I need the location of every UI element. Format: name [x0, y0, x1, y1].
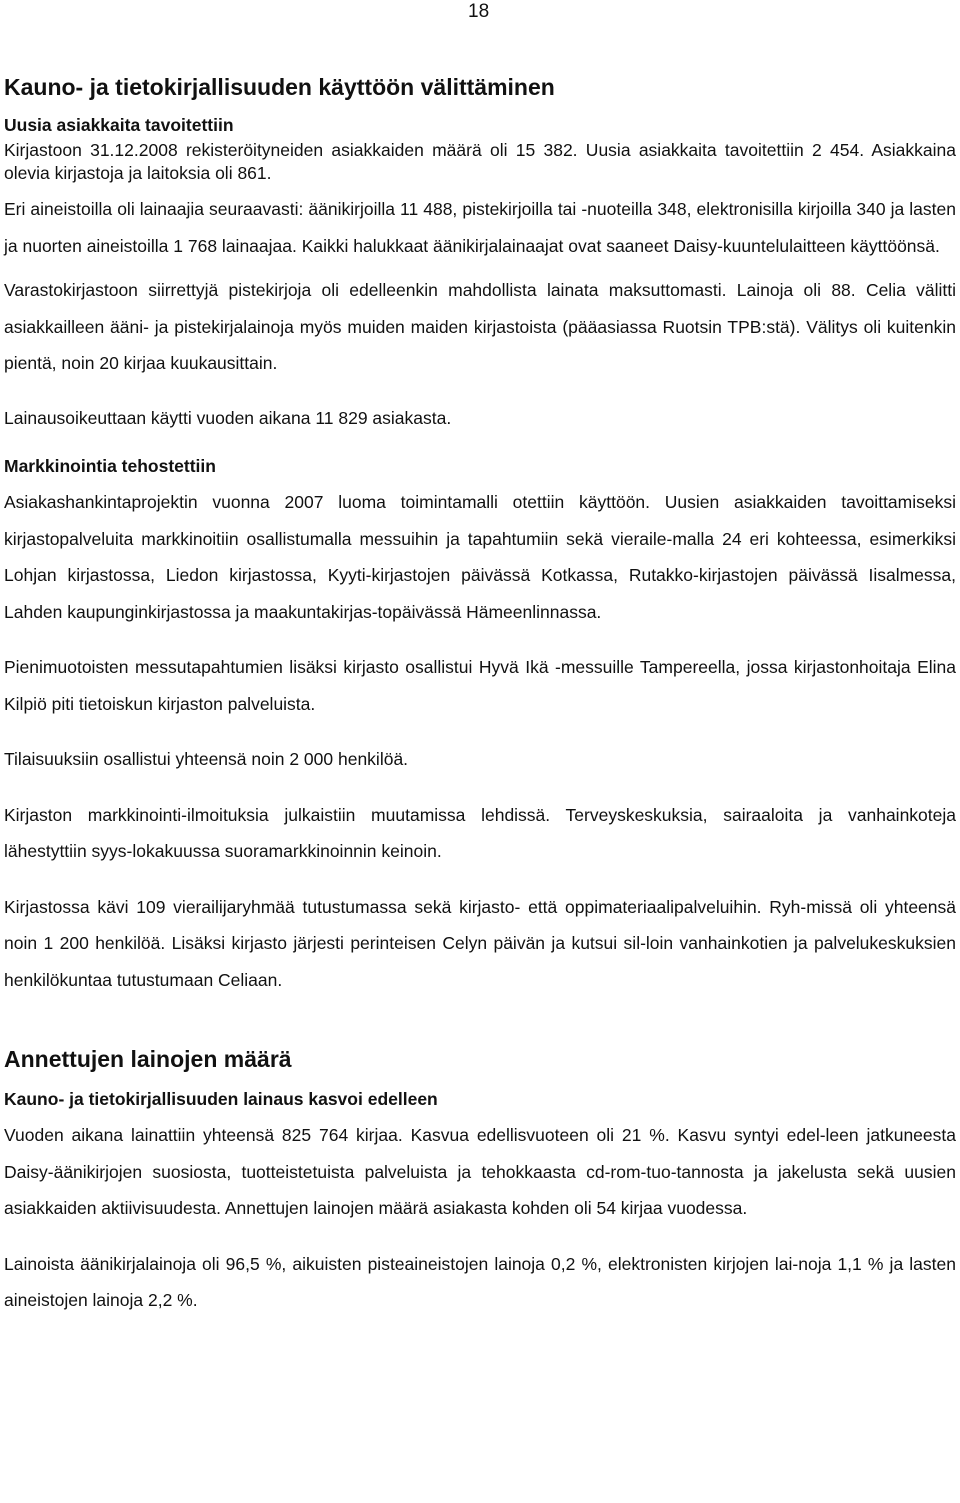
- document-body: [4, 70, 956, 1319]
- paragraph-loans: Vuoden aikana lainattiin yhteensä 825 764 kirjaa. Kasvua edellisvuoteen oli 21 %. Kasvu syntyi edel-leen jatkuneesta Daisy-äänikirjojen suosiosta, tuotteistetuista palveluista ja tehokkaasta cd-rom-tuo-tannosta ja jakelusta sekä uusien asiakkaiden aktiivisuudesta. Annettujen lainojen määrä asiakasta kohden oli 54 kirjaa vuodessa.: [4, 1125, 956, 1218]
- subheading-lending-growth: Kauno- ja tietokirjallisuuden lainaus kasvoi edelleen: [4, 1089, 438, 1109]
- section-title-loans: Annettujen lainojen määrä: [4, 1046, 292, 1072]
- section-title: Kauno- ja tietokirjallisuuden käyttöön välittäminen: [4, 74, 555, 100]
- subheading-marketing: Markkinointia tehostettiin: [4, 456, 216, 476]
- paragraph-loan-shares: Lainoista äänikirjalainoja oli 96,5 %, aikuisten pisteaineistojen lainoja 0,2 %, elektronisten kirjojen lai-noja 1,1 % ja lasten aineistojen lainoja 2,2 %.: [4, 1253, 956, 1310]
- paragraph-events: Tilaisuuksiin osallistui yhteensä noin 2 000 henkilöä.: [4, 749, 409, 769]
- paragraph-visits: Kirjastossa kävi 109 vierailijaryhmää tutustumassa sekä kirjasto- että oppimateriaalipalveluihin. Ryh-missä oli yhteensä noin 1 200 henkilöä. Lisäksi kirjasto järjesti perinteisen Celyn päivän ja kutsui sil-loin vanhainkotien ja palvelukeskuksien henkilökuntaa tutustumaan Celiaan.: [4, 896, 956, 990]
- paragraph-borrowers: Eri aineistoilla oli lainaajia seuraavasti: äänikirjoilla 11 488, pistekirjoilla tai -nuoteilla 348, elektronisilla kirjoilla 340 ja lasten ja nuorten aineistoilla 1 768 lainaajaa. Kaikki halukkaat äänikirjalainaajat ovat saaneet Daisy-kuuntelulaitteen käyttöönsä.: [4, 199, 956, 256]
- paragraph-ads: Kirjaston markkinointi-ilmoituksia julkaistiin muutamissa lehdissä. Terveyskeskuksia, sairaaloita ja vanhainkoteja lähestyttiin syys-lokakuussa suoramarkkinoinnin keinoin.: [4, 804, 956, 861]
- paragraph-marketing: Asiakashankintaprojektin vuonna 2007 luoma toimintamalli otettiin käyttöön. Uusien asiakkaiden tavoittamiseksi kirjastopalveluita markkinoitiin osallistumalla messuihin ja tapahtumiin sekä vieraile-malla 24 eri kohteessa, esimerkiksi Lohjan kirjastossa, Liedon kirjastossa, Kyyti-kirjastojen päivässä Kotkassa, Rutakko-kirjastojen päivässä Iisalmessa, Lahden kaupunginkirjastossa ja maakuntakirjas-topäivässä Hämeenlinnassa.: [4, 492, 956, 622]
- paragraph-lending-rights: Lainausoikeuttaan käytti vuoden aikana 11 829 asiakasta.: [4, 407, 452, 428]
- paragraph-fair: Pienimuotoisten messutapahtumien lisäksi kirjasto osallistui Hyvä Ikä -messuille Tampereella, jossa kirjastonhoitaja Elina Kilpiö piti tietoiskun kirjaston palveluista.: [4, 657, 956, 714]
- paragraph-storage-library: Varastokirjastoon siirrettyjä pistekirjoja oli edelleenkin mahdollista lainata maksuttomasti. Lainoja oli 88. Celia välitti asiakkailleen ääni- ja pistekirjalainoja myös muiden maiden kirjastoista (pääasiassa Ruotsin TPB:stä). Välitys oli kuitenkin pientä, noin 20 kirjaa kuukausittain.: [4, 280, 956, 373]
- subheading-new-customers: Uusia asiakkaita tavoitettiin: [4, 115, 234, 135]
- paragraph-intro: Kirjastoon 31.12.2008 rekisteröityneiden asiakkaiden määrä oli 15 382. Uusia asiakkaita tavoitettiin 2 454. Asiakkaina olevia kirjastoja ja laitoksia oli 861.: [4, 140, 956, 183]
- page-number: 18: [468, 1, 490, 22]
